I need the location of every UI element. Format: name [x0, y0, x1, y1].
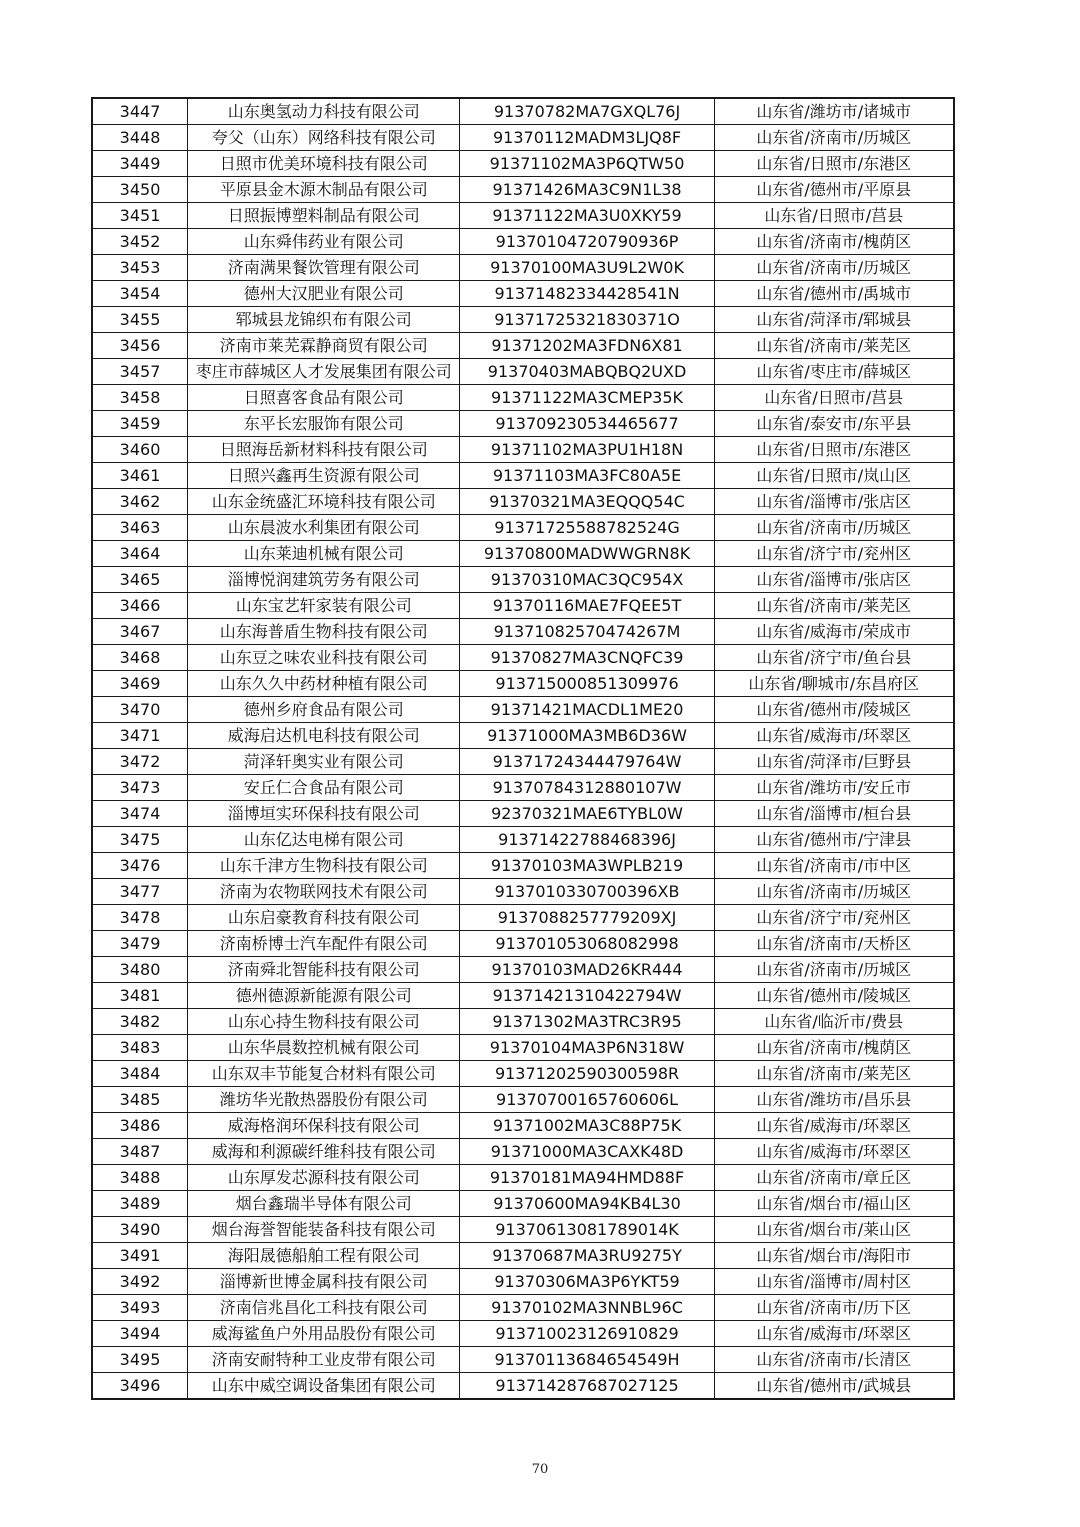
region-cell: 山东省/济南市/历城区	[714, 957, 954, 983]
credit-code-cell: 91371103MA3FC80A5E	[460, 463, 714, 489]
table-row	[92, 853, 954, 879]
table-row	[92, 281, 954, 307]
table-row	[92, 333, 954, 359]
region-cell: 山东省/日照市/岚山区	[714, 463, 954, 489]
credit-code-cell: 91371302MA3TRC3R95	[460, 1009, 714, 1035]
company-name-cell: 枣庄市薛城区人才发展集团有限公司	[188, 359, 460, 385]
company-name-cell: 山东双丰节能复合材料有限公司	[188, 1061, 460, 1087]
credit-code-cell: 91370181MA94HMD88F	[460, 1165, 714, 1191]
region-cell: 山东省/烟台市/福山区	[714, 1191, 954, 1217]
serial-number-cell: 3452	[92, 229, 188, 255]
credit-code-cell: 91371724344479764W	[460, 749, 714, 775]
credit-code-cell: 91370102MA3NNBL96C	[460, 1295, 714, 1321]
serial-number-cell: 3483	[92, 1035, 188, 1061]
company-name-cell: 山东海普盾生物科技有限公司	[188, 619, 460, 645]
serial-number-cell: 3493	[92, 1295, 188, 1321]
region-cell: 山东省/济南市/莱芜区	[714, 333, 954, 359]
serial-number-cell: 3451	[92, 203, 188, 229]
credit-code-cell: 91371725321830371O	[460, 307, 714, 333]
serial-number-cell: 3447	[92, 98, 188, 125]
company-name-cell: 山东亿达电梯有限公司	[188, 827, 460, 853]
company-name-cell: 山东晨波水利集团有限公司	[188, 515, 460, 541]
table-row	[92, 1373, 954, 1400]
company-name-cell: 威海格润环保科技有限公司	[188, 1113, 460, 1139]
serial-number-cell: 3494	[92, 1321, 188, 1347]
company-name-cell: 济南安耐特种工业皮带有限公司	[188, 1347, 460, 1373]
credit-code-cell: 91370116MAE7FQEE5T	[460, 593, 714, 619]
region-cell: 山东省/潍坊市/诸城市	[714, 98, 954, 125]
region-cell: 山东省/泰安市/东平县	[714, 411, 954, 437]
serial-number-cell: 3466	[92, 593, 188, 619]
region-cell: 山东省/济南市/莱芜区	[714, 1061, 954, 1087]
region-cell: 山东省/淄博市/桓台县	[714, 801, 954, 827]
credit-code-cell: 91371202MA3FDN6X81	[460, 333, 714, 359]
region-cell: 山东省/烟台市/海阳市	[714, 1243, 954, 1269]
region-cell: 山东省/济南市/历城区	[714, 255, 954, 281]
credit-code-cell: 91371000MA3CAXK48D	[460, 1139, 714, 1165]
table-row	[92, 385, 954, 411]
credit-code-cell: 91371426MA3C9N1L38	[460, 177, 714, 203]
company-name-cell: 山东厚发芯源科技有限公司	[188, 1165, 460, 1191]
table-row	[92, 151, 954, 177]
company-name-cell: 济南满果餐饮管理有限公司	[188, 255, 460, 281]
serial-number-cell: 3473	[92, 775, 188, 801]
company-name-cell: 山东久久中药材种植有限公司	[188, 671, 460, 697]
credit-code-cell: 91370613081789014K	[460, 1217, 714, 1243]
table-row	[92, 1217, 954, 1243]
company-name-cell: 平原县金木源木制品有限公司	[188, 177, 460, 203]
serial-number-cell: 3456	[92, 333, 188, 359]
serial-number-cell: 3455	[92, 307, 188, 333]
credit-code-cell: 91371102MA3PU1H18N	[460, 437, 714, 463]
region-cell: 山东省/日照市/东港区	[714, 437, 954, 463]
company-name-cell: 山东舜伟药业有限公司	[188, 229, 460, 255]
table-row	[92, 411, 954, 437]
region-cell: 山东省/威海市/环翠区	[714, 1113, 954, 1139]
table-row	[92, 1165, 954, 1191]
table-row	[92, 307, 954, 333]
credit-code-cell: 91370310MAC3QC954X	[460, 567, 714, 593]
table-row	[92, 697, 954, 723]
company-name-cell: 日照振博塑料制品有限公司	[188, 203, 460, 229]
credit-code-cell: 91370112MADM3LJQ8F	[460, 125, 714, 151]
table-row	[92, 463, 954, 489]
table-row	[92, 203, 954, 229]
region-cell: 山东省/烟台市/莱山区	[714, 1217, 954, 1243]
table-row	[92, 567, 954, 593]
company-name-cell: 日照兴鑫再生资源有限公司	[188, 463, 460, 489]
region-cell: 山东省/淄博市/张店区	[714, 567, 954, 593]
company-name-cell: 山东豆之味农业科技有限公司	[188, 645, 460, 671]
company-name-cell: 淄博新世博金属科技有限公司	[188, 1269, 460, 1295]
credit-code-cell: 9137010330700396XB	[460, 879, 714, 905]
serial-number-cell: 3474	[92, 801, 188, 827]
credit-code-cell: 9137088257779209XJ	[460, 905, 714, 931]
region-cell: 山东省/济宁市/兖州区	[714, 541, 954, 567]
company-name-cell: 日照喜客食品有限公司	[188, 385, 460, 411]
serial-number-cell: 3471	[92, 723, 188, 749]
region-cell: 山东省/济宁市/兖州区	[714, 905, 954, 931]
serial-number-cell: 3476	[92, 853, 188, 879]
table-row	[92, 1243, 954, 1269]
company-name-cell: 德州乡府食品有限公司	[188, 697, 460, 723]
company-name-cell: 济南市莱芜霖静商贸有限公司	[188, 333, 460, 359]
serial-number-cell: 3496	[92, 1373, 188, 1400]
region-cell: 山东省/济南市/历下区	[714, 1295, 954, 1321]
region-cell: 山东省/德州市/陵城区	[714, 983, 954, 1009]
table-row	[92, 515, 954, 541]
company-name-cell: 淄博垣实环保科技有限公司	[188, 801, 460, 827]
company-name-cell: 烟台海誉智能装备科技有限公司	[188, 1217, 460, 1243]
credit-code-cell: 91371422788468396J	[460, 827, 714, 853]
region-cell: 山东省/济南市/历城区	[714, 515, 954, 541]
serial-number-cell: 3487	[92, 1139, 188, 1165]
company-name-cell: 济南信兆昌化工科技有限公司	[188, 1295, 460, 1321]
credit-code-cell: 91371725588782524G	[460, 515, 714, 541]
credit-code-cell: 91370782MA7GXQL76J	[460, 98, 714, 125]
table-row	[92, 1321, 954, 1347]
credit-code-cell: 91370600MA94KB4L30	[460, 1191, 714, 1217]
credit-code-cell: 91371082570474267M	[460, 619, 714, 645]
region-cell: 山东省/菏泽市/郓城县	[714, 307, 954, 333]
region-cell: 山东省/德州市/陵城区	[714, 697, 954, 723]
credit-code-cell: 91370103MA3WPLB219	[460, 853, 714, 879]
company-name-cell: 夸父（山东）网络科技有限公司	[188, 125, 460, 151]
serial-number-cell: 3450	[92, 177, 188, 203]
table-row	[92, 1139, 954, 1165]
table-row	[92, 775, 954, 801]
table-row	[92, 879, 954, 905]
table-row	[92, 957, 954, 983]
region-cell: 山东省/淄博市/张店区	[714, 489, 954, 515]
region-cell: 山东省/济南市/章丘区	[714, 1165, 954, 1191]
region-cell: 山东省/济宁市/鱼台县	[714, 645, 954, 671]
company-name-cell: 德州德源新能源有限公司	[188, 983, 460, 1009]
serial-number-cell: 3464	[92, 541, 188, 567]
table-row	[92, 489, 954, 515]
company-name-cell: 山东金统盛汇环境科技有限公司	[188, 489, 460, 515]
table-row	[92, 931, 954, 957]
company-name-cell: 烟台鑫瑞半导体有限公司	[188, 1191, 460, 1217]
company-name-cell: 威海和利源碳纤维科技有限公司	[188, 1139, 460, 1165]
serial-number-cell: 3460	[92, 437, 188, 463]
company-name-cell: 郓城县龙锦织布有限公司	[188, 307, 460, 333]
credit-code-cell: 91370321MA3EQQQ54C	[460, 489, 714, 515]
serial-number-cell: 3480	[92, 957, 188, 983]
table-row	[92, 645, 954, 671]
region-cell: 山东省/淄博市/周村区	[714, 1269, 954, 1295]
region-cell: 山东省/日照市/莒县	[714, 203, 954, 229]
region-cell: 山东省/菏泽市/巨野县	[714, 749, 954, 775]
table-row	[92, 541, 954, 567]
credit-code-cell: 91371482334428541N	[460, 281, 714, 307]
company-name-cell: 山东启豪教育科技有限公司	[188, 905, 460, 931]
serial-number-cell: 3486	[92, 1113, 188, 1139]
serial-number-cell: 3470	[92, 697, 188, 723]
table-row	[92, 1113, 954, 1139]
credit-code-cell: 91371202590300598R	[460, 1061, 714, 1087]
table-row	[92, 359, 954, 385]
serial-number-cell: 3463	[92, 515, 188, 541]
credit-code-cell: 91370800MADWWGRN8K	[460, 541, 714, 567]
serial-number-cell: 3475	[92, 827, 188, 853]
credit-code-cell: 91370827MA3CNQFC39	[460, 645, 714, 671]
serial-number-cell: 3495	[92, 1347, 188, 1373]
serial-number-cell: 3457	[92, 359, 188, 385]
table-row	[92, 229, 954, 255]
serial-number-cell: 3484	[92, 1061, 188, 1087]
credit-code-cell: 91370784312880107W	[460, 775, 714, 801]
region-cell: 山东省/潍坊市/安丘市	[714, 775, 954, 801]
company-name-cell: 潍坊华光散热器股份有限公司	[188, 1087, 460, 1113]
serial-number-cell: 3468	[92, 645, 188, 671]
credit-code-cell: 91371122MA3U0XKY59	[460, 203, 714, 229]
region-cell: 山东省/济南市/莱芜区	[714, 593, 954, 619]
credit-code-cell: 91370306MA3P6YKT59	[460, 1269, 714, 1295]
company-name-cell: 安丘仁合食品有限公司	[188, 775, 460, 801]
table-row	[92, 1295, 954, 1321]
company-name-cell: 济南为农物联网技术有限公司	[188, 879, 460, 905]
region-cell: 山东省/济南市/历城区	[714, 879, 954, 905]
credit-code-cell: 913714287687027125	[460, 1373, 714, 1400]
serial-number-cell: 3449	[92, 151, 188, 177]
company-name-cell: 山东千津方生物科技有限公司	[188, 853, 460, 879]
region-cell: 山东省/威海市/荣成市	[714, 619, 954, 645]
region-cell: 山东省/威海市/环翠区	[714, 1139, 954, 1165]
company-name-cell: 菏泽轩奥实业有限公司	[188, 749, 460, 775]
region-cell: 山东省/德州市/武城县	[714, 1373, 954, 1400]
serial-number-cell: 3461	[92, 463, 188, 489]
table-row	[92, 905, 954, 931]
serial-number-cell: 3479	[92, 931, 188, 957]
table-row	[92, 801, 954, 827]
table-row	[92, 749, 954, 775]
credit-code-cell: 91370403MABQBQ2UXD	[460, 359, 714, 385]
serial-number-cell: 3489	[92, 1191, 188, 1217]
company-name-cell: 淄博悦润建筑劳务有限公司	[188, 567, 460, 593]
company-name-cell: 山东中威空调设备集团有限公司	[188, 1373, 460, 1400]
region-cell: 山东省/济南市/长清区	[714, 1347, 954, 1373]
region-cell: 山东省/威海市/环翠区	[714, 723, 954, 749]
table-row	[92, 255, 954, 281]
table-row	[92, 723, 954, 749]
region-cell: 山东省/德州市/平原县	[714, 177, 954, 203]
serial-number-cell: 3477	[92, 879, 188, 905]
serial-number-cell: 3458	[92, 385, 188, 411]
company-name-cell: 东平长宏服饰有限公司	[188, 411, 460, 437]
enterprise-table-body	[92, 98, 954, 1399]
serial-number-cell: 3454	[92, 281, 188, 307]
table-row	[92, 1269, 954, 1295]
credit-code-cell: 91371122MA3CMEP35K	[460, 385, 714, 411]
table-row	[92, 125, 954, 151]
region-cell: 山东省/德州市/禹城市	[714, 281, 954, 307]
region-cell: 山东省/济南市/槐荫区	[714, 229, 954, 255]
table-row	[92, 1191, 954, 1217]
credit-code-cell: 91370103MAD26KR444	[460, 957, 714, 983]
serial-number-cell: 3469	[92, 671, 188, 697]
credit-code-cell: 91370104MA3P6N318W	[460, 1035, 714, 1061]
serial-number-cell: 3485	[92, 1087, 188, 1113]
serial-number-cell: 3478	[92, 905, 188, 931]
company-name-cell: 日照海岳新材料科技有限公司	[188, 437, 460, 463]
credit-code-cell: 92370321MAE6TYBL0W	[460, 801, 714, 827]
region-cell: 山东省/济南市/市中区	[714, 853, 954, 879]
credit-code-cell: 91371000MA3MB6D36W	[460, 723, 714, 749]
serial-number-cell: 3482	[92, 1009, 188, 1035]
credit-code-cell: 91371421310422794W	[460, 983, 714, 1009]
region-cell: 山东省/济南市/槐荫区	[714, 1035, 954, 1061]
serial-number-cell: 3472	[92, 749, 188, 775]
company-name-cell: 海阳晟德船舶工程有限公司	[188, 1243, 460, 1269]
table-row	[92, 827, 954, 853]
credit-code-cell: 913709230534465677	[460, 411, 714, 437]
region-cell: 山东省/威海市/环翠区	[714, 1321, 954, 1347]
region-cell: 山东省/潍坊市/昌乐县	[714, 1087, 954, 1113]
region-cell: 山东省/济南市/天桥区	[714, 931, 954, 957]
serial-number-cell: 3448	[92, 125, 188, 151]
region-cell: 山东省/临沂市/费县	[714, 1009, 954, 1035]
serial-number-cell: 3491	[92, 1243, 188, 1269]
region-cell: 山东省/德州市/宁津县	[714, 827, 954, 853]
table-row	[92, 593, 954, 619]
table-row	[92, 1087, 954, 1113]
credit-code-cell: 91371421MACDL1ME20	[460, 697, 714, 723]
company-name-cell: 日照市优美环境科技有限公司	[188, 151, 460, 177]
company-name-cell: 济南舜北智能科技有限公司	[188, 957, 460, 983]
serial-number-cell: 3492	[92, 1269, 188, 1295]
region-cell: 山东省/济南市/历城区	[714, 125, 954, 151]
credit-code-cell: 913715000851309976	[460, 671, 714, 697]
credit-code-cell: 913710023126910829	[460, 1321, 714, 1347]
enterprise-table	[91, 97, 955, 1400]
page-number: 70	[531, 1462, 549, 1477]
table-row	[92, 1009, 954, 1035]
credit-code-cell: 91370113684654549H	[460, 1347, 714, 1373]
company-name-cell: 山东宝艺轩家装有限公司	[188, 593, 460, 619]
region-cell: 山东省/日照市/莒县	[714, 385, 954, 411]
table-row	[92, 437, 954, 463]
credit-code-cell: 91371102MA3P6QTW50	[460, 151, 714, 177]
table-row	[92, 1035, 954, 1061]
region-cell: 山东省/枣庄市/薛城区	[714, 359, 954, 385]
credit-code-cell: 91370700165760606L	[460, 1087, 714, 1113]
region-cell: 山东省/日照市/东港区	[714, 151, 954, 177]
serial-number-cell: 3481	[92, 983, 188, 1009]
credit-code-cell: 913701053068082998	[460, 931, 714, 957]
table-row	[92, 671, 954, 697]
company-name-cell: 山东华晨数控机械有限公司	[188, 1035, 460, 1061]
company-name-cell: 山东莱迪机械有限公司	[188, 541, 460, 567]
company-name-cell: 山东心持生物科技有限公司	[188, 1009, 460, 1035]
region-cell: 山东省/聊城市/东昌府区	[714, 671, 954, 697]
credit-code-cell: 91370100MA3U9L2W0K	[460, 255, 714, 281]
table-row	[92, 98, 954, 125]
serial-number-cell: 3465	[92, 567, 188, 593]
serial-number-cell: 3462	[92, 489, 188, 515]
serial-number-cell: 3459	[92, 411, 188, 437]
table-row	[92, 619, 954, 645]
credit-code-cell: 91371002MA3C88P75K	[460, 1113, 714, 1139]
serial-number-cell: 3453	[92, 255, 188, 281]
table-row	[92, 983, 954, 1009]
company-name-cell: 德州大汉肥业有限公司	[188, 281, 460, 307]
credit-code-cell: 91370687MA3RU9275Y	[460, 1243, 714, 1269]
table-row	[92, 177, 954, 203]
table-row	[92, 1347, 954, 1373]
credit-code-cell: 91370104720790936P	[460, 229, 714, 255]
company-name-cell: 山东奥氢动力科技有限公司	[188, 98, 460, 125]
table-row	[92, 1061, 954, 1087]
company-name-cell: 济南桥博士汽车配件有限公司	[188, 931, 460, 957]
serial-number-cell: 3467	[92, 619, 188, 645]
company-name-cell: 威海鲨鱼户外用品股份有限公司	[188, 1321, 460, 1347]
serial-number-cell: 3490	[92, 1217, 188, 1243]
serial-number-cell: 3488	[92, 1165, 188, 1191]
company-name-cell: 威海启达机电科技有限公司	[188, 723, 460, 749]
